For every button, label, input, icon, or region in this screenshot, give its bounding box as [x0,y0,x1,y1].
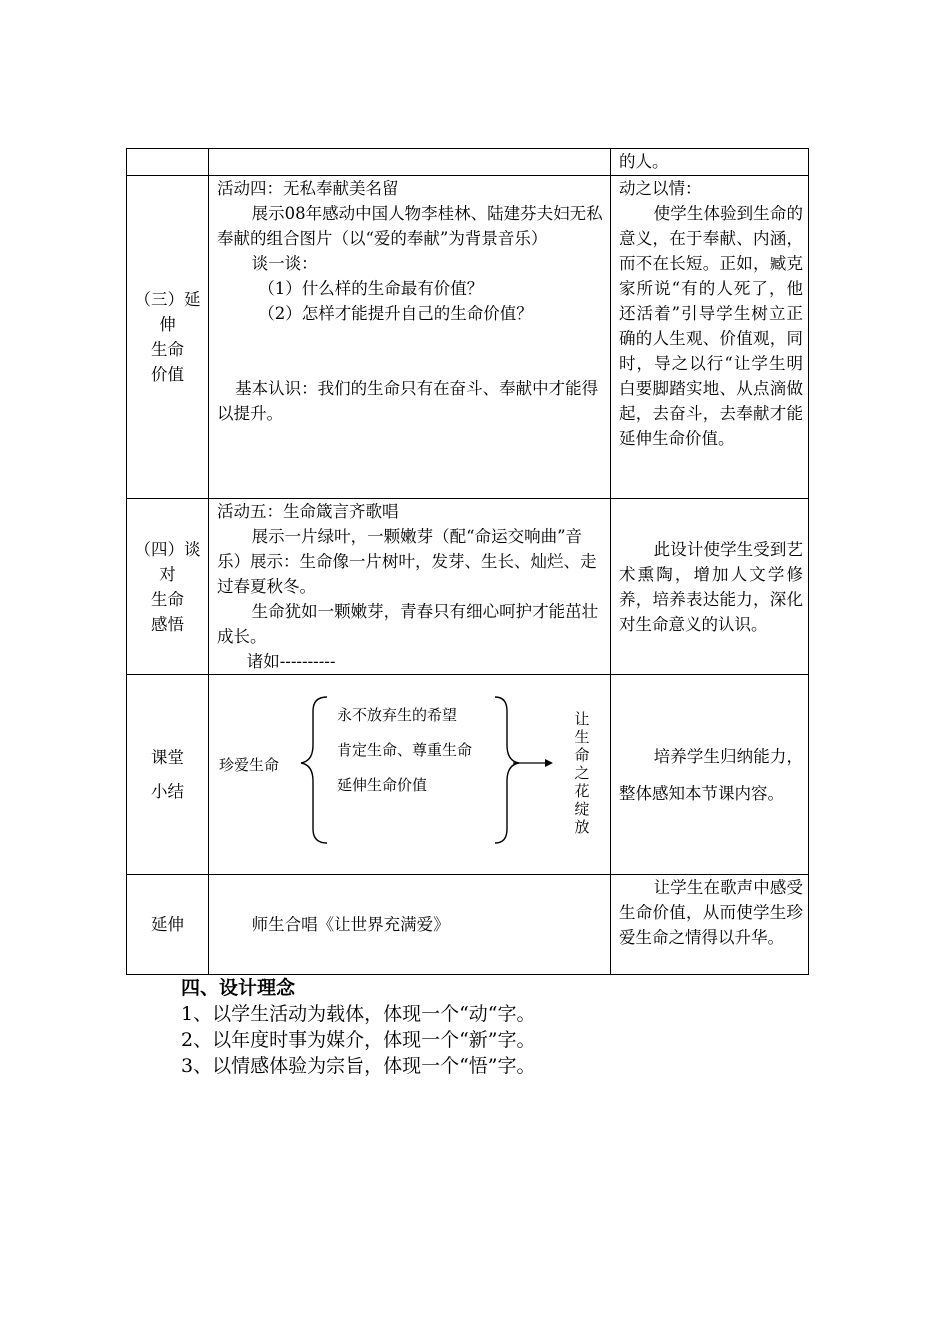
activity-paragraph: 展示08年感动中国人物李桂林、陆建芬夫妇无私奉献的组合图片（以“爱的奉献”为背景音乐） [217,204,603,248]
activity-cell [209,176,611,499]
activity-cell [209,499,611,675]
stage-label: （三）延 伸 生命 价值 [134,290,201,384]
design-text: 此设计使学生受到艺术熏陶，增加人文学修养，培养表达能力，深化对生命意义的认识。 [619,539,803,634]
section-heading: 四、设计理念 [181,977,296,999]
activity-paragraph: 生命犹如一颗嫩芽，青春只有细心呵护才能茁壮成长。 [217,602,599,646]
activity-etc: 诸如---------- [246,652,336,671]
summary-diagram [209,675,611,875]
talk-prompt: 谈一谈： [251,254,318,273]
concept-point: 1、以学生活动为载体，体现一个“动“字。 [181,1003,536,1025]
table-row [127,149,809,176]
lesson-plan-table [126,148,809,975]
stage-label: （四）谈 对 生命 感悟 [134,539,201,634]
arrow-head-icon [545,759,553,767]
design-cell [611,176,809,499]
summary-item: 永不放弃生的希望 [337,706,458,724]
design-cell [611,499,809,675]
right-brace [495,697,519,843]
design-text: 使学生体验到生命的意义，在于奉献、内涵，而不在长短。正如，臧克家所说“有的人死了，他还活着”引导学生树立正确的人生观、价值观，同时，导之以行“让学生明白要脚踏实地、从点滴做起，去奋斗，去奉献才能延伸生命价值。 [619,204,803,448]
design-concept-section [181,975,536,1079]
summary-item: 肯定生命、尊重生命 [337,741,473,759]
activity-title: 活动四：无私奉献美名留 [217,179,399,198]
left-brace [301,697,327,843]
stage-label: 延伸 [151,915,184,934]
stage-cell [127,499,209,675]
design-text: 让学生在歌声中感受生命价值，从而使学生珍爱生命之情得以升华。 [619,878,803,947]
summary-root: 珍爱生命 [219,756,280,774]
design-cell [611,875,809,975]
design-title: 动之以情： [619,179,702,198]
table-row [127,499,809,675]
activity-paragraph: 展示一片绿叶，一颗嫩芽（配“命运交响曲”音乐）展示：生命像一片树叶，发芽、生长、灿烂、走过春夏秋冬。 [217,527,597,596]
activity-title: 活动五：生命箴言齐歌唱 [217,502,399,521]
table-row [127,176,809,499]
stage-cell [127,176,209,499]
concept-point: 2、以年度时事为媒介，体现一个“新”字。 [181,1029,536,1051]
table-row [127,875,809,975]
design-cell [611,675,809,875]
design-text: 的人。 [619,152,669,171]
summary-item: 延伸生命价值 [337,776,428,794]
activity-cell [209,875,611,975]
activity-paragraph: 师生合唱《让世界充满爱》 [251,915,450,934]
question-2: （2）怎样才能提升自己的生命价值？ [258,304,533,323]
table-row [127,675,809,875]
basic-understanding: 基本认识：我们的生命只有在奋斗、奉献中才能得以提升。 [217,379,599,423]
stage-cell [127,675,209,875]
concept-point: 3、以情感体验为宗旨，体现一个“悟”字。 [181,1055,536,1077]
activity-cell [209,149,611,176]
stage-label: 课堂 小结 [151,747,184,801]
summary-result: 让生命之花绽放 [574,710,590,836]
question-1: （1）什么样的生命最有价值？ [258,279,484,298]
design-cell [611,149,809,176]
stage-cell [127,149,209,176]
stage-cell [127,875,209,975]
design-text: 培养学生归纳能力，整体感知本节课内容。 [619,746,803,803]
